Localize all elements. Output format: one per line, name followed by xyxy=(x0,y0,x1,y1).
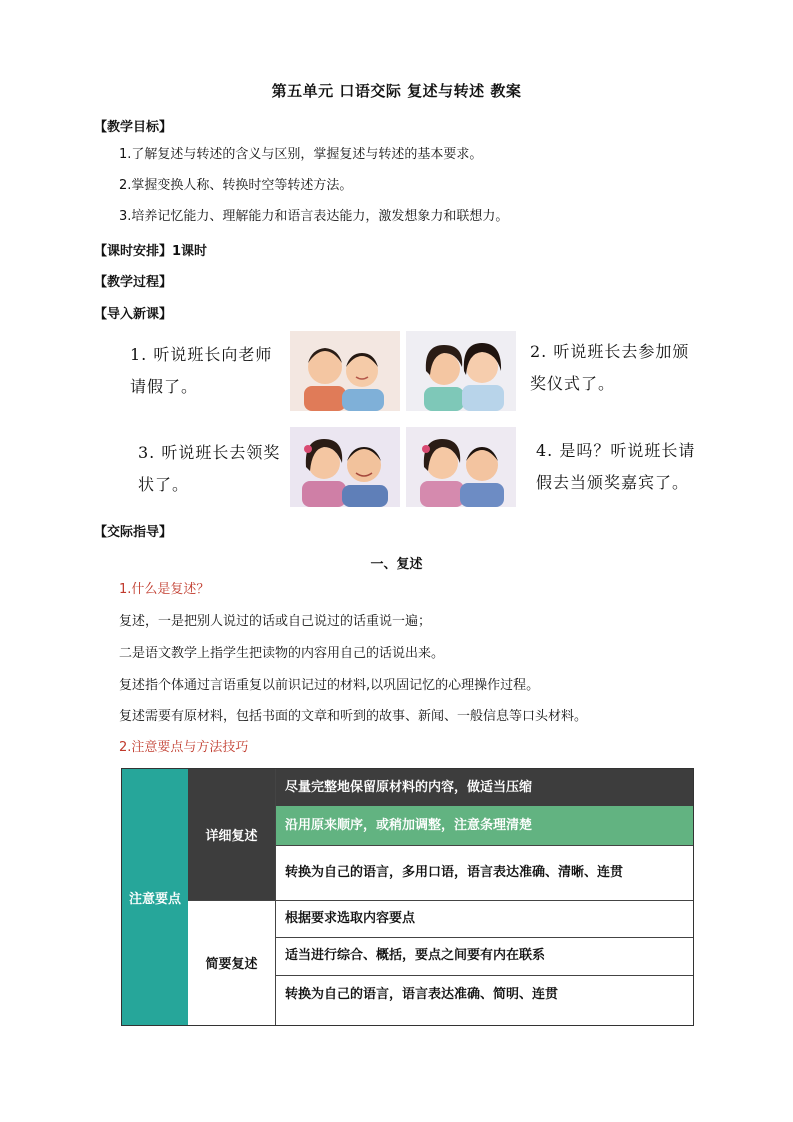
question-what-is-retell: 1.什么是复述？ xyxy=(119,582,210,597)
guide-heading: 【交际指导】 xyxy=(94,525,173,540)
children-scene-1-icon xyxy=(290,331,400,411)
goal-item-3: 3.培养记忆能力、理解能力和语言表达能力，激发想象力和联想力。 xyxy=(119,209,509,224)
table-main-label: 注意要点 xyxy=(122,769,188,1025)
brief-row-2: 适当进行综合、概括，要点之间要有内在联系 xyxy=(275,937,693,975)
retell-heading: 一、复述 xyxy=(370,557,423,572)
goal-item-1: 1.了解复述与转述的含义与区别，掌握复述与转述的基本要求。 xyxy=(119,147,483,162)
children-scene-2-icon xyxy=(406,331,516,411)
speech-text-3: 3. 听说班长去领奖 状了。 xyxy=(138,443,281,494)
brief-row-3: 转换为自己的语言，语言表达准确、简明、连贯 xyxy=(275,975,693,1015)
goals-heading: 【教学目标】 xyxy=(94,120,173,135)
table-divider xyxy=(275,769,276,1025)
page-title: 第五单元 口语交际 复述与转述 教案 xyxy=(271,82,522,100)
table-divider xyxy=(275,937,693,938)
retell-para-2: 二是语文教学上指学生把读物的内容用自己的话说出来。 xyxy=(119,646,445,661)
goal-item-2: 2.掌握变换人称、转换时空等转述方法。 xyxy=(119,178,353,193)
retell-para-3: 复述指个体通过言语重复以前识记过的材料,以巩固记忆的心理操作过程。 xyxy=(119,678,540,693)
children-scene-4-icon xyxy=(406,427,516,507)
detailed-row-1: 尽量完整地保留原材料的内容，做适当压缩 xyxy=(275,769,693,806)
process-heading: 【教学过程】 xyxy=(94,275,173,290)
table-divider xyxy=(275,845,693,846)
speech-text-4: 4. 是吗？听说班长请 假去当颁奖嘉宾了。 xyxy=(536,441,696,492)
retell-para-4: 复述需要有原材料，包括书面的文章和听到的故事、新闻、一般信息等口头材料。 xyxy=(119,709,588,724)
intro-heading: 【导入新课】 xyxy=(94,307,173,322)
brief-retell-label: 简要复述 xyxy=(188,900,275,1025)
table-divider xyxy=(188,900,693,901)
brief-row-1: 根据要求选取内容要点 xyxy=(275,900,693,937)
retell-para-1: 复述，一是把别人说过的话或自己说过的话重说一遍； xyxy=(119,614,432,629)
key-points-table xyxy=(121,768,694,1026)
schedule-heading: 【课时安排】1课时 xyxy=(94,244,208,259)
children-scene-3-icon xyxy=(290,427,400,507)
speech-text-2: 2. 听说班长去参加颁 奖仪式了。 xyxy=(530,342,690,393)
intro-illustration xyxy=(118,325,698,511)
table-divider xyxy=(275,975,693,976)
speech-text-1: 1. 听说班长向老师 请假了。 xyxy=(130,345,273,396)
question-key-points: 2.注意要点与方法技巧 xyxy=(119,740,249,755)
detailed-row-2: 沿用原来顺序，或稍加调整，注意条理清楚 xyxy=(275,806,693,845)
detailed-row-3: 转换为自己的语言，多用口语，语言表达准确、清晰、连贯 xyxy=(275,845,693,900)
detailed-retell-label: 详细复述 xyxy=(188,769,275,900)
